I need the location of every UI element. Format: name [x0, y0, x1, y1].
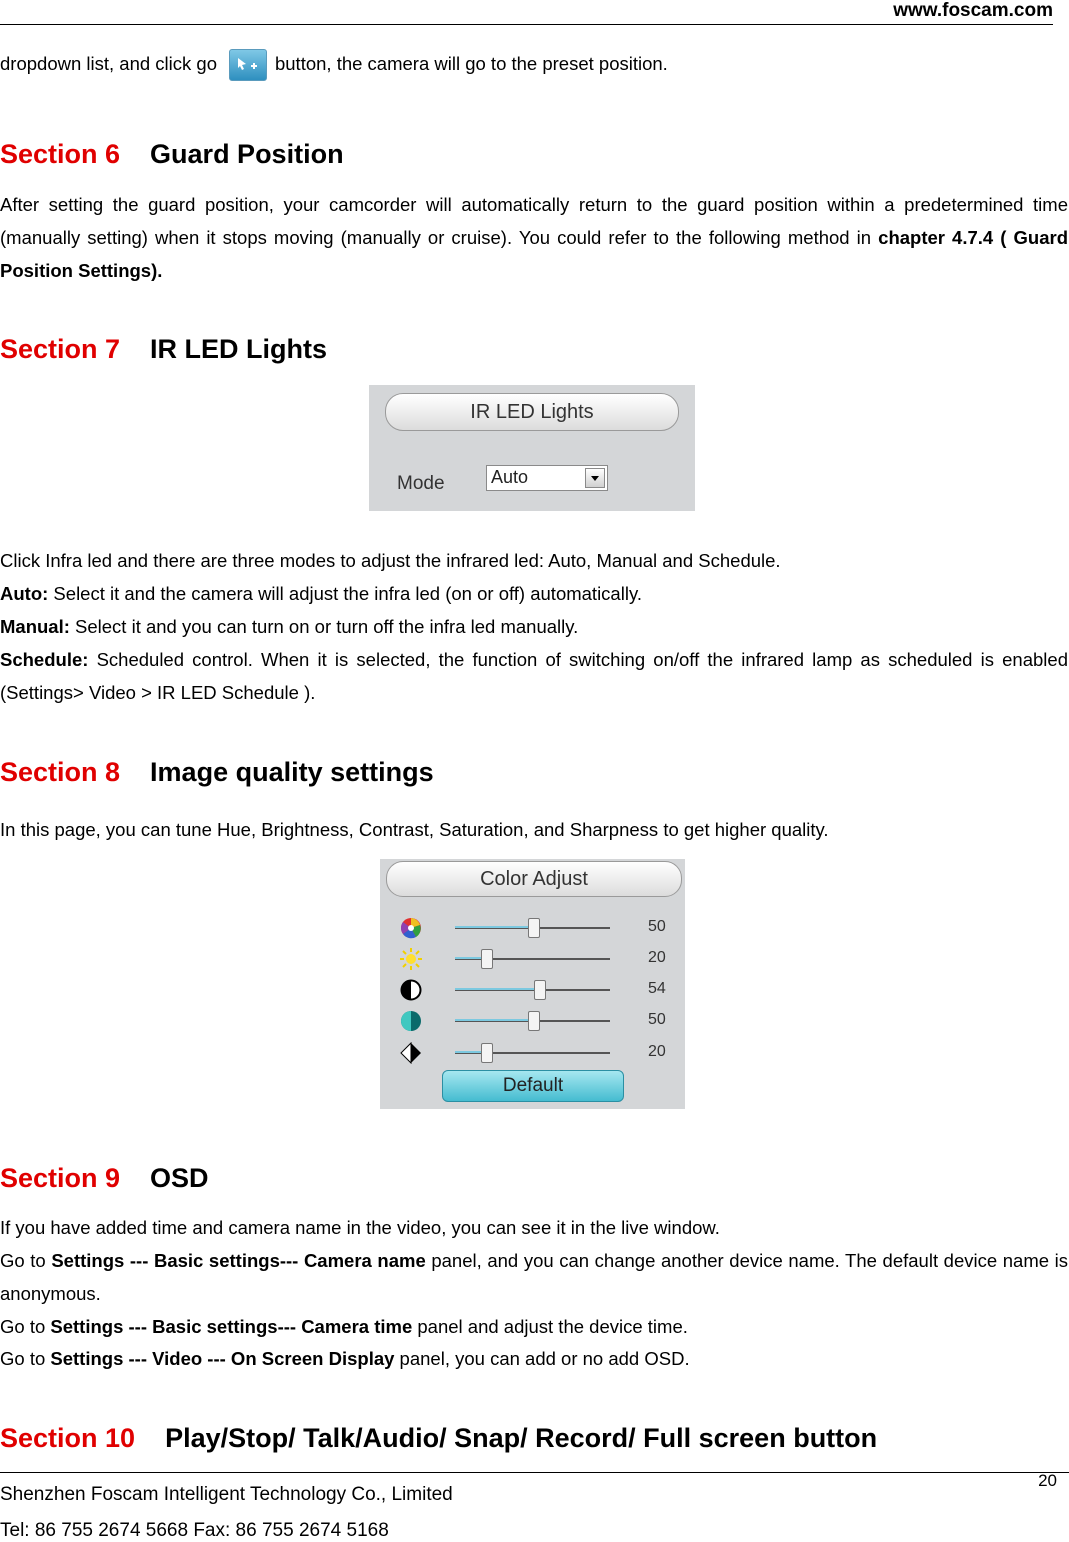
- manual-text: Select it and you can turn on or turn off the infra led manually.: [69, 616, 579, 637]
- section-8-heading: [0, 757, 434, 788]
- section-7-intro: Click Infra led and there are three modes to adjust the infrared led: Auto, Manual and Schedule.: [0, 550, 781, 571]
- section-8-number: Section 8: [0, 757, 121, 787]
- slider-value: 50: [648, 918, 666, 935]
- slider-row: [380, 1039, 685, 1067]
- page-number: 20: [1038, 1471, 1057, 1490]
- osd-line-2-post: panel, and you can change another device name. The default device name is anonymous.: [0, 1250, 1068, 1304]
- slider-fill: [455, 1019, 533, 1021]
- slider-row: [380, 976, 685, 1004]
- slider-fill: [455, 926, 533, 928]
- osd-line-3-pre: Go to: [0, 1316, 51, 1337]
- slider-handle[interactable]: [534, 980, 546, 1000]
- slider-value: 20: [648, 1043, 666, 1060]
- osd-line-4-pre: Go to: [0, 1348, 51, 1369]
- slider-row: [380, 1007, 685, 1035]
- osd-line-3: [0, 1310, 1068, 1343]
- osd-line-3-path: Settings --- Basic settings--- Camera time: [50, 1316, 413, 1337]
- osd-line-2-pre: Go to: [0, 1250, 52, 1271]
- intro-paragraph: [0, 47, 1068, 81]
- header-url: www.foscam.com: [893, 0, 1053, 21]
- osd-line-4-path: Settings --- Video --- On Screen Display: [50, 1348, 395, 1369]
- section-7-title: IR LED Lights: [150, 334, 328, 364]
- ir-led-lights-button[interactable]: IR LED Lights: [385, 393, 679, 431]
- section-6-reference: chapter 4.7.4 ( Guard Position Settings).: [0, 227, 1068, 281]
- mode-label: Mode: [397, 473, 445, 494]
- slider-track[interactable]: [455, 1052, 610, 1054]
- slider-track[interactable]: [455, 927, 610, 929]
- section-6-body: [0, 188, 1068, 287]
- hue-icon: [400, 917, 422, 939]
- osd-line-4: [0, 1342, 1068, 1375]
- osd-line-4-post: panel, you can add or no add OSD.: [394, 1348, 690, 1369]
- sharpness-icon: [400, 1042, 422, 1064]
- header-rule: [0, 24, 1053, 25]
- footer-contact: Tel: 86 755 2674 5668 Fax: 86 755 2674 5168: [0, 1520, 389, 1541]
- slider-handle[interactable]: [528, 918, 540, 938]
- footer-rule: [0, 1472, 1069, 1473]
- section-9-number: Section 9: [0, 1163, 121, 1193]
- slider-track[interactable]: [455, 1020, 610, 1022]
- color-adjust-button[interactable]: Color Adjust: [386, 861, 682, 897]
- slider-handle[interactable]: [528, 1011, 540, 1031]
- intro-text-before: dropdown list, and click go: [0, 53, 217, 74]
- schedule-text: Scheduled control. When it is selected, the function of switching on/off the infrared lamp as scheduled is enabled (Settings> Video > IR LED Schedule ).: [0, 649, 1068, 703]
- slider-row: [380, 914, 685, 942]
- manual-mode-description: [0, 610, 1068, 643]
- slider-handle[interactable]: [481, 1043, 493, 1063]
- section-10-heading: [0, 1423, 877, 1454]
- ir-led-panel: [369, 385, 695, 511]
- auto-mode-description: [0, 577, 1068, 610]
- section-6-text: After setting the guard position, your camcorder will automatically return to the guard position within a predetermined time (manually setting) when it stops moving (manually or cruise). You could refer to the following method in: [0, 194, 1068, 248]
- go-button-icon: [229, 49, 267, 81]
- intro-text-after: button, the camera will go to the preset position.: [274, 53, 668, 74]
- section-8-title: Image quality settings: [150, 757, 434, 787]
- section-6-title: Guard Position: [150, 139, 344, 169]
- osd-line-2-path: Settings --- Basic settings--- Camera name: [51, 1250, 426, 1271]
- slider-fill: [455, 988, 539, 990]
- chevron-down-icon[interactable]: [585, 468, 605, 488]
- auto-text: Select it and the camera will adjust the infra led (on or off) automatically.: [48, 583, 642, 604]
- schedule-mode-description: [0, 643, 1068, 709]
- slider-handle[interactable]: [481, 949, 493, 969]
- section-6-heading: [0, 139, 344, 170]
- brightness-icon: [400, 948, 422, 970]
- slider-track[interactable]: [455, 958, 610, 960]
- slider-value: 54: [648, 980, 666, 997]
- mode-select[interactable]: [486, 465, 608, 491]
- section-7-number: Section 7: [0, 334, 121, 364]
- slider-track[interactable]: [455, 989, 610, 991]
- osd-line-1: If you have added time and camera name in the video, you can see it in the live window.: [0, 1217, 720, 1238]
- mode-select-value: Auto: [491, 467, 529, 487]
- section-9-heading: [0, 1163, 209, 1194]
- osd-line-3-post: panel and adjust the device time.: [412, 1316, 688, 1337]
- contrast-icon: [400, 979, 422, 1001]
- default-button[interactable]: Default: [442, 1070, 624, 1102]
- section-10-title: Play/Stop/ Talk/Audio/ Snap/ Record/ Full screen button: [165, 1423, 878, 1453]
- osd-line-2: [0, 1244, 1068, 1310]
- schedule-label: Schedule:: [0, 649, 89, 670]
- slider-row: [380, 945, 685, 973]
- section-9-title: OSD: [150, 1163, 209, 1193]
- auto-label: Auto:: [0, 583, 49, 604]
- section-8-body: In this page, you can tune Hue, Brightness, Contrast, Saturation, and Sharpness to get higher quality.: [0, 819, 829, 840]
- saturation-icon: [400, 1010, 422, 1032]
- footer-company: Shenzhen Foscam Intelligent Technology Co., Limited: [0, 1484, 453, 1505]
- section-10-number: Section 10: [0, 1423, 136, 1453]
- manual-label: Manual:: [0, 616, 70, 637]
- slider-value: 20: [648, 949, 666, 966]
- section-7-heading: [0, 334, 327, 365]
- color-adjust-panel: [380, 859, 685, 1109]
- section-6-number: Section 6: [0, 139, 121, 169]
- slider-value: 50: [648, 1011, 666, 1028]
